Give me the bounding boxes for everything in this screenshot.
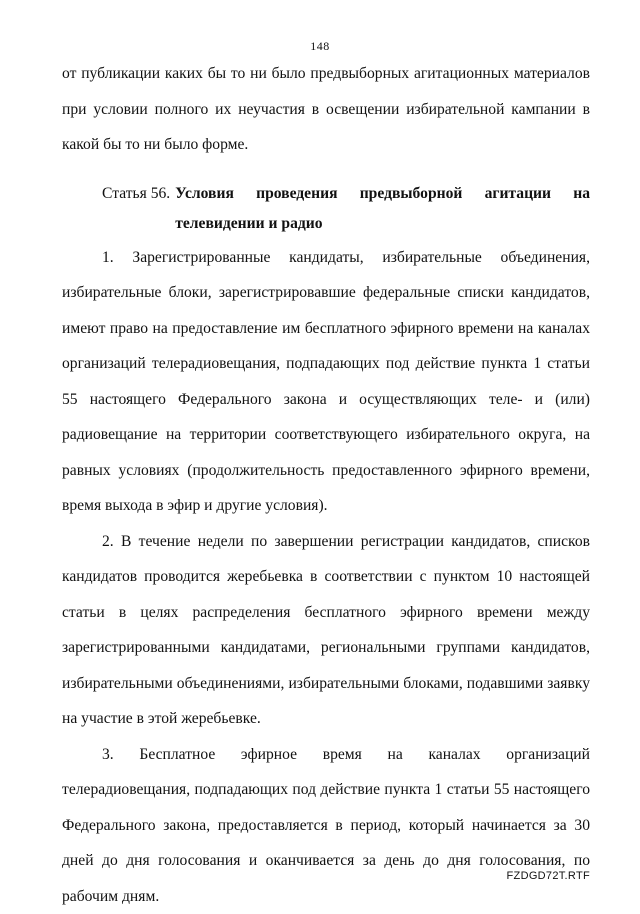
article-paragraph-3: 3. Бесплатное эфирное время на каналах организаций телерадиовещания, подпадающих под действие пункта 1 статьи 55 настоящего Федерального закона, предоставляется в период, который начинается за 30 дней до дня голосования и оканчивается за день до дня голосования, по рабочим дням. bbox=[62, 737, 590, 914]
article-title: Условия проведения предвыборной агитации на телевидении и радио bbox=[175, 179, 590, 239]
page-number: 148 bbox=[0, 39, 640, 54]
article-label: Статья 56. bbox=[102, 179, 175, 239]
document-body bbox=[62, 56, 590, 914]
article-paragraph-2: 2. В течение недели по завершении регистрации кандидатов, списков кандидатов проводится жеребьевка в соответствии с пунктом 10 настоящей статьи в целях распределения бесплатного эфирного времени между зарегистрированными кандидатами, региональными группами кандидатов, избирательными объединениями, избирательными блоками, подавшими заявку на участие в этой жеребьевке. bbox=[62, 524, 590, 737]
article-heading bbox=[102, 179, 590, 239]
spacer bbox=[62, 163, 590, 179]
intro-paragraph: от публикации каких бы то ни было предвыборных агитационных материалов при условии полного их неучастия в освещении избирательной кампании в какой бы то ни было форме. bbox=[62, 56, 590, 163]
article-paragraph-1: 1. Зарегистрированные кандидаты, избирательные объединения, избирательные блоки, зарегистрировавшие федеральные списки кандидатов, имеют право на предоставление им бесплатного эфирного времени на каналах организаций телерадиовещания, подпадающих под действие пункта 1 статьи 55 настоящего Федерального закона и осуществляющих теле- и (или) радиовещание на территории соответствующего избирательного округа, на равных условиях (продолжительность предоставленного эфирного времени, время выхода в эфир и другие условия). bbox=[62, 240, 590, 524]
footer-file-code: FZDGD72T.RTF bbox=[507, 870, 590, 882]
